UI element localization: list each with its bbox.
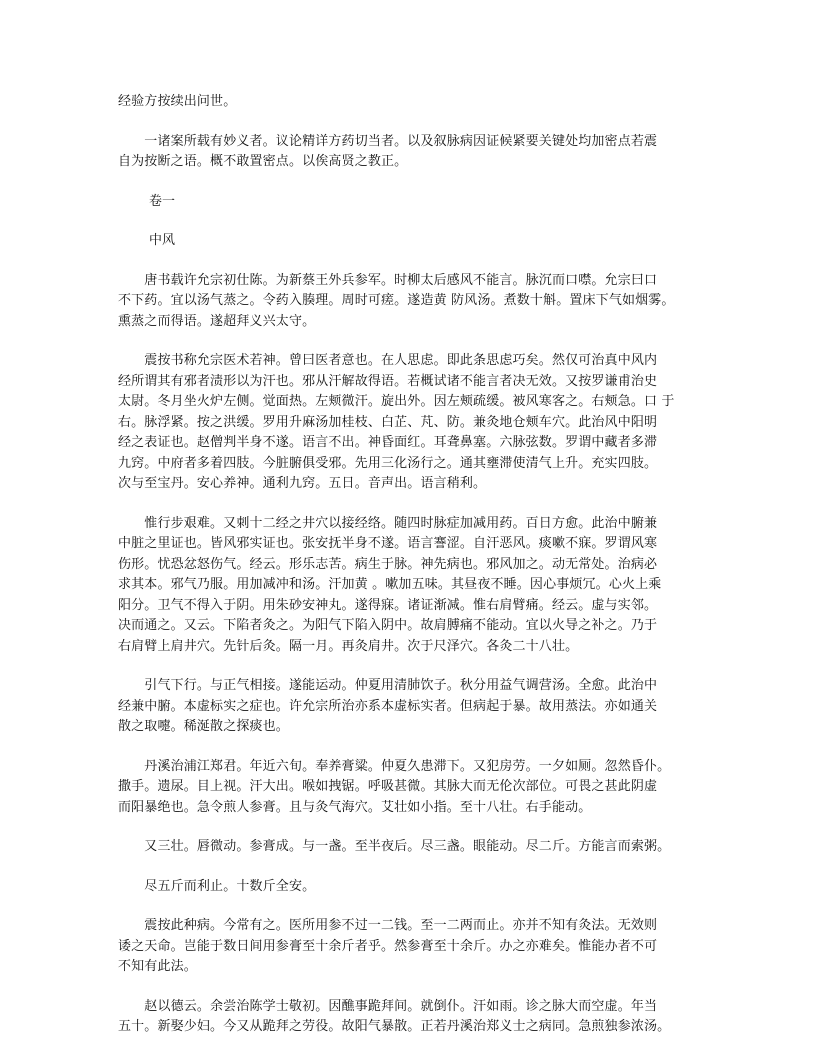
text-line: 阳分。卫气不得入于阴。用朱砂安神丸。遂得寐。诸证渐减。惟右肩臂痛。经云。虚与实邻。 — [118, 597, 658, 613]
text-line: 决而通之。又云。下陷者灸之。为阳气下陷入阴中。故肩膊痛不能动。宜以火导之补之。乃于 — [118, 618, 658, 633]
paragraph — [118, 514, 700, 658]
text-line: 右。脉浮紧。按之洪缓。罗用升麻汤加桂枝、白芷、芃、防。兼灸地仓颊车穴。此治风中阳明 — [118, 414, 658, 430]
text-line: 太尉。冬月坐火炉左侧。觉面热。左颊微汗。旋出外。因左颊疏缓。被风寒客之。右颊急。口 于 — [118, 394, 675, 409]
text-line: 伤形。忧恐忿怒伤气。经云。形乐志苦。病生于脉。神先病也。邪风加之。动无常处。治病必 — [118, 556, 658, 572]
text-line: 引气下行。与正气相接。遂能运动。仲夏用清肺饮子。秋分用益气调营汤。全愈。此治中 — [118, 678, 658, 693]
text-line: 又三壮。唇微动。参膏成。与一盏。至半夜后。尽三盏。眼能动。尽二斤。方能言而索粥。 — [118, 839, 671, 854]
paragraph — [118, 351, 700, 495]
text-line: 震按书称允宗医术若神。曾曰医者意也。在人思虑。即此条思虑巧矣。然仅可治真中风内 — [118, 353, 658, 368]
text-line: 不下药。宜以汤气蒸之。令药入腠理。周时可瘥。遂造黄 防风汤。煮数十斛。置床下气如烟雾。 — [118, 293, 675, 308]
text-line: 惟行步艰难。又刺十二经之井穴以接经络。随四时脉症加减用药。百日方愈。此治中腑兼 — [118, 515, 658, 531]
paragraph — [118, 916, 700, 978]
paragraph — [118, 837, 700, 858]
text-line: 而阳暴绝也。急令煎人参膏。且与灸气海穴。艾壮如小指。至十八壮。右手能动。 — [118, 799, 592, 815]
text-line: 经兼中腑。本虚标实之症也。许允宗所治亦系本虚标实者。但病起于暴。故用蒸法。亦如通关 — [118, 698, 658, 714]
text-line: 次与至宝丹。安心养神。通利九窍。五日。音声出。语言稍利。 — [118, 476, 487, 491]
text-line: 一诸案所载有妙义者。议论精详方药切当者。以及叙脉病因证候紧要关键处均加密点若震 — [118, 133, 658, 149]
paragraph — [118, 757, 700, 819]
paragraph — [118, 676, 700, 738]
text-line: 尽五斤而利止。十数斤全安。 — [118, 878, 316, 894]
text-line: 九窍。中府者多着四肢。今脏腑俱受邪。先用三化汤行之。通其壅滞使清气上升。充实四肢。 — [118, 455, 658, 471]
text-line: 五十。新娶少妇。今又从跪拜之劳役。故阳气暴散。正若丹溪治郑义士之病同。急煎独参浓汤。 — [118, 1019, 671, 1034]
text-line: 右肩臂上肩井穴。先针后灸。隔一月。再灸肩井。次于尺泽穴。各灸二十八壮。 — [118, 638, 579, 654]
text-line: 熏蒸之而得语。遂超拜义兴太守。 — [118, 313, 316, 329]
section-heading: 卷一 — [149, 193, 176, 209]
paragraph — [118, 92, 700, 113]
text-line: 经之表证也。赵僧判半身不遂。语言不出。神昏面红。耳聋鼻塞。六脉弦数。罗谓中藏者多滞 — [118, 435, 658, 450]
text-line: 赵以德云。余尝治陈学士敬初。因醮事跪拜间。就倒仆。汗如雨。诊之脉大而空虚。年当 — [118, 998, 658, 1014]
paragraph — [118, 877, 700, 898]
text-line: 经所谓其有邪者渍形以为汗也。邪从汗解故得语。若概试诸不能言者决无效。又按罗谦甫治史 — [118, 373, 658, 389]
text-line: 诿之天命。岂能于数日间用参膏至十余斤者乎。然参膏至十余斤。办之亦难矣。惟能办者不可 — [118, 938, 658, 954]
text-line: 不知有此法。 — [118, 959, 197, 974]
text-line: 中脏之里证也。皆风邪实证也。张安抚半身不遂。语言謇涩。自汗恶风。痰嗽不寐。罗谓风寒 — [118, 536, 658, 551]
text-line: 丹溪治浦江郑君。年近六旬。奉养膏粱。仲夏久患滞下。又犯房劳。一夕如厕。忽然昏仆。 — [118, 758, 671, 774]
document-page — [118, 92, 700, 1057]
text-line: 震按此种病。今常有之。医所用参不过一二钱。至一二两而止。亦并不知有灸法。无效则 — [118, 918, 658, 933]
paragraph — [118, 271, 700, 333]
paragraph — [118, 132, 700, 173]
text-line: 撒手。遗尿。目上视。汗大出。喉如拽锯。呼吸甚微。其脉大而无伦次部位。可畏之甚此阴虚 — [118, 779, 658, 794]
text-line: 散之取嚏。稀涎散之探痰也。 — [118, 719, 289, 734]
text-line: 唐书载许允宗初仕陈。为新蔡王外兵参军。时柳太后感风不能言。脉沉而口噤。允宗曰口 — [118, 272, 658, 288]
text-line: 自为按断之语。概不敢置密点。以俟高贤之教正。 — [118, 154, 408, 169]
text-line: 经验方按续出问世。 — [118, 94, 237, 109]
text-line: 求其本。邪气乃服。用加减冲和汤。汗加黄 。嗽加五味。其昼夜不睡。因心事烦冗。心火上乘 — [118, 577, 662, 592]
section-heading: 中风 — [149, 233, 176, 248]
paragraph — [118, 997, 700, 1038]
